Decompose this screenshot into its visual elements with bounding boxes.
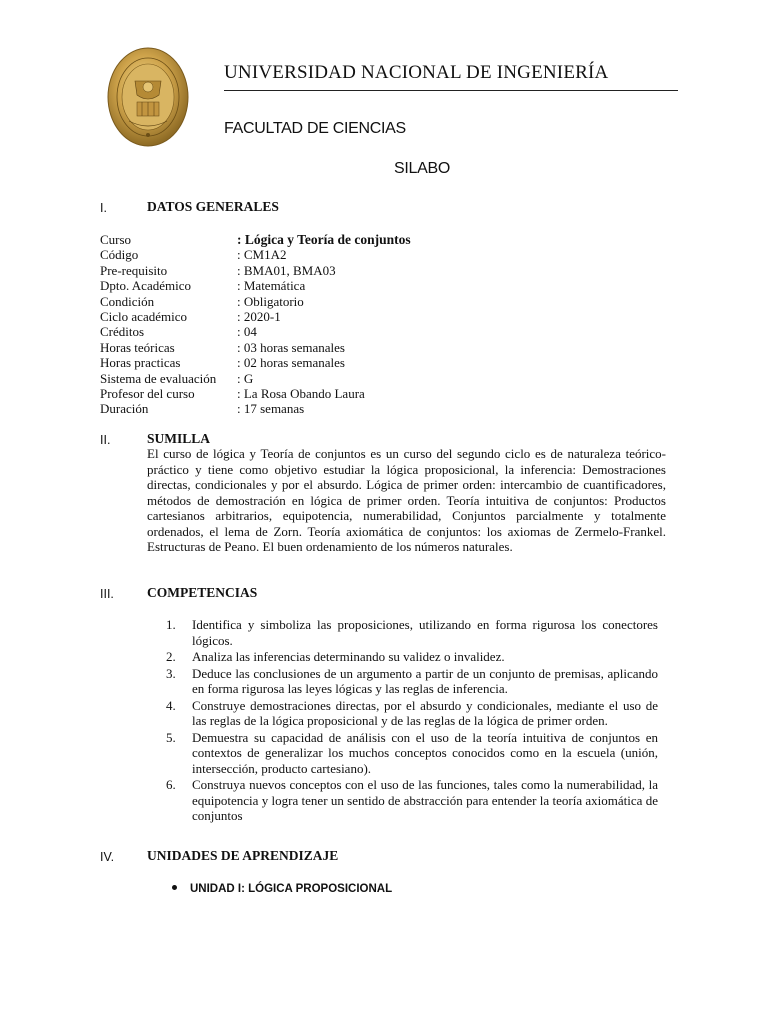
general-label: Sistema de evaluación (100, 370, 217, 386)
list-item-text: Deduce las conclusiones de un argumento a partir de un conjunto de premisas, aplicando en forma rigurosa las leyes lógicas y las reglas de inferencia. (192, 665, 658, 696)
section-number: IV. (100, 850, 115, 864)
general-value: : Matemática (237, 278, 306, 294)
general-label: Profesor del curso (100, 385, 195, 401)
general-row (100, 247, 660, 262)
general-row (100, 278, 660, 293)
list-item-number: 4. (166, 697, 176, 713)
general-row (100, 355, 660, 370)
list-item-number: 5. (166, 729, 176, 745)
general-value: : 03 horas semanales (237, 339, 345, 355)
general-label: Condición (100, 293, 155, 309)
general-label: Horas practicas (100, 355, 181, 371)
list-item-number: 6. (166, 777, 176, 792)
section-title-unidades: UNIDADES DE APRENDIZAJE (147, 848, 339, 863)
university-seal-icon (107, 47, 189, 147)
general-row (100, 386, 660, 401)
bullet-icon (172, 885, 177, 890)
general-label: Curso (100, 232, 132, 247)
section-title-competencias: COMPETENCIAS (147, 585, 258, 600)
list-item (166, 698, 658, 729)
list-item-text: Analiza las inferencias determinando su validez o invalidez. (192, 649, 505, 664)
document-title: SILABO (394, 160, 451, 177)
university-name: UNIVERSIDAD NACIONAL DE INGENIERÍA (224, 62, 609, 83)
unit-item (172, 883, 392, 895)
general-label: Ciclo académico (100, 308, 187, 324)
general-label: Pre-requisito (100, 262, 168, 278)
header-rule (224, 90, 678, 91)
general-row (100, 340, 660, 355)
general-value: : Lógica y Teoría de conjuntos (237, 232, 411, 247)
general-row (100, 309, 660, 324)
unit-label: UNIDAD I: LÓGICA PROPOSICIONAL (190, 883, 393, 895)
section-number: I. (100, 201, 107, 215)
general-row (100, 371, 660, 386)
general-row (100, 401, 660, 416)
list-item-text: Construye demostraciones directas, por el absurdo y condicionales, mediante el uso de las reglas de la lógica proposicional y de las reglas de la lógica de primer orden. (192, 697, 658, 728)
section-title-sumilla: SUMILLA (147, 431, 211, 446)
list-item-number: 2. (166, 649, 176, 664)
general-value: : Obligatorio (237, 293, 304, 309)
section-number: III. (100, 587, 114, 601)
general-row (100, 324, 660, 339)
general-row (100, 294, 660, 309)
list-item-text: Identifica y simboliza las proposiciones, utilizando en forma rigurosa los conectores lógicos. (192, 617, 658, 648)
general-value: : CM1A2 (237, 247, 287, 263)
sumilla-paragraph: El curso de lógica y Teoría de conjuntos es un curso del segundo ciclo es de naturaleza teórico-práctico y tiene como objetivo estudiar la lógica proposicional, la inferencia: Demostraciones directas, condicionales y por el absurdo. Lógica de primer orden: intercambio de cuantificadores, métodos de demostración en lógica de primer orden. Teoría intuitiva de conjuntos: Productos cartesianos arbitrarios, equipotencia, numerabilidad, Conjuntos parcialmente y totalmente ordenados, el lema de Zorn. Teoría axiomática de conjuntos: los axiomas de Zermelo-Frankel. Estructuras de Peano. El buen ordenamiento de los números naturales. (147, 446, 666, 554)
list-item (166, 730, 658, 777)
general-label: Dpto. Académico (100, 278, 191, 294)
list-item-number: 1. (166, 617, 176, 632)
general-value: : 04 (237, 324, 257, 340)
list-item-text: Demuestra su capacidad de análisis con el uso de la teoría intuitiva de conjuntos en contextos de generalizar los muchos conceptos conocidos como en la escuela (unión, intersección, producto cartesiano). (192, 729, 658, 776)
list-item (166, 777, 658, 824)
general-label: Duración (100, 401, 149, 417)
general-row (100, 232, 660, 247)
general-value: : G (237, 370, 254, 386)
general-value: : 2020-1 (237, 308, 281, 324)
general-data-table (100, 232, 660, 417)
section-number: II. (100, 433, 111, 447)
faculty-name: FACULTAD DE CIENCIAS (224, 120, 406, 137)
general-value: : 02 horas semanales (237, 355, 345, 371)
general-value: : 17 semanas (237, 401, 305, 417)
list-item (166, 617, 658, 648)
section-title-datos-generales: DATOS GENERALES (147, 199, 279, 214)
general-label: Créditos (100, 324, 145, 340)
list-item-text: Construya nuevos conceptos con el uso de las funciones, tales como la numerabilidad, la equipotencia y logra tener un sentido de abstracción para entender la teoría axiomática de conjuntos (192, 777, 658, 823)
list-item-number: 3. (166, 665, 176, 681)
competencias-list (166, 617, 658, 825)
general-value: : La Rosa Obando Laura (237, 385, 365, 401)
list-item (166, 666, 658, 697)
general-label: Código (100, 247, 139, 263)
list-item (166, 649, 658, 665)
general-value: : BMA01, BMA03 (237, 262, 336, 278)
general-label: Horas teóricas (100, 339, 175, 355)
general-row (100, 263, 660, 278)
